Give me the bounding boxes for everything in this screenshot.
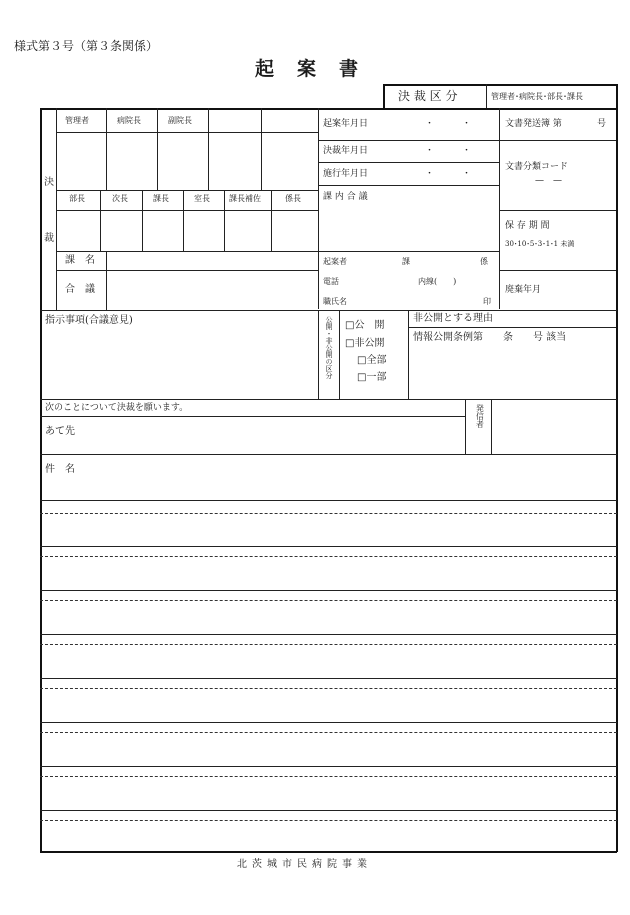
approval-cell-label: 課長 bbox=[153, 194, 169, 203]
writing-line-dashed bbox=[40, 513, 617, 514]
writing-line bbox=[40, 590, 617, 591]
approval-side-label-1: 決 bbox=[44, 177, 54, 188]
phone-label: 電話 bbox=[323, 277, 339, 286]
decision-date-label: 決裁年月日 bbox=[323, 146, 369, 156]
approval-cell-label: 副院長 bbox=[168, 116, 192, 125]
approval-cell-label: 管理者 bbox=[65, 116, 89, 125]
addressee-label: あて先 bbox=[45, 426, 75, 437]
request-text: 次のことについて決裁を願います。 bbox=[45, 403, 189, 413]
disclosure-partial: □一部 bbox=[357, 372, 387, 383]
drafter-subsection: 係 bbox=[480, 257, 488, 266]
writing-line-dashed bbox=[40, 644, 617, 645]
disclosure-nonpublic: □非公開 bbox=[345, 338, 385, 349]
writing-line bbox=[40, 634, 617, 635]
form-frame-top bbox=[40, 108, 617, 110]
consult-label: 合 議 bbox=[65, 284, 95, 295]
internal-consult-label: 課 内 合 議 bbox=[323, 192, 368, 202]
date-dot: ・ bbox=[425, 169, 435, 179]
date-dot: ・ bbox=[462, 119, 472, 129]
writing-line bbox=[40, 810, 617, 811]
writing-line-dashed bbox=[40, 820, 617, 821]
title-name-label: 職氏名 bbox=[323, 297, 347, 306]
disclosure-all: □全部 bbox=[357, 355, 387, 366]
disclosure-vertical-label: 公開・非公開の区分 bbox=[325, 316, 333, 379]
writing-line bbox=[40, 546, 617, 547]
enforce-date-label: 施行年月日 bbox=[323, 169, 369, 179]
approval-cell-label: 次長 bbox=[112, 194, 128, 203]
retention-label: 保 存 期 間 bbox=[505, 221, 550, 231]
seal-mark: 印 bbox=[483, 297, 491, 306]
writing-line bbox=[40, 678, 617, 679]
writing-line bbox=[40, 722, 617, 723]
writing-line-dashed bbox=[40, 732, 617, 733]
decision-class-value: 管理者･病院長･部長･課長 bbox=[491, 92, 583, 101]
dept-label: 課 名 bbox=[65, 255, 95, 266]
draft-date-label: 起案年月日 bbox=[323, 119, 369, 129]
writing-line bbox=[40, 500, 617, 501]
date-dot: ・ bbox=[462, 146, 472, 156]
class-code-dashes: — — bbox=[535, 176, 563, 186]
date-dot: ・ bbox=[425, 119, 435, 129]
form-number: 様式第３号（第３条関係） bbox=[14, 39, 159, 53]
decision-class-label: 決 裁 区 分 bbox=[398, 89, 458, 103]
send-register-label: 文書発送簿 第 bbox=[505, 119, 562, 129]
writing-line-dashed bbox=[40, 688, 617, 689]
approval-cell-label: 部長 bbox=[69, 194, 85, 203]
approval-cell-label: 課長補佐 bbox=[229, 194, 261, 203]
approval-cell-label: 係長 bbox=[285, 194, 301, 203]
date-dot: ・ bbox=[462, 169, 472, 179]
nondisclosure-reason-text: 情報公開条例第 条 号 該当 bbox=[413, 332, 567, 343]
footer-organization: 北茨城市民病院事業 bbox=[237, 859, 372, 870]
extension-label: 内線( ) bbox=[418, 277, 457, 286]
disclosure-public: □公 開 bbox=[345, 320, 385, 331]
form-frame-bottom bbox=[40, 851, 617, 853]
class-code-label: 文書分類コード bbox=[505, 162, 569, 172]
writing-line-dashed bbox=[40, 776, 617, 777]
form-frame-right bbox=[616, 108, 618, 852]
send-register-suffix: 号 bbox=[597, 119, 607, 129]
approval-side-label-2: 裁 bbox=[44, 233, 54, 244]
writing-line-dashed bbox=[40, 600, 617, 601]
approval-cell-label: 室長 bbox=[194, 194, 210, 203]
writing-line bbox=[40, 766, 617, 767]
page-title: 起 案 書 bbox=[255, 58, 361, 80]
instructions-label: 指示事項(合議意見) bbox=[45, 315, 133, 326]
drafter-label: 起案者 bbox=[323, 257, 347, 266]
sender-label: 発信者 bbox=[475, 404, 485, 428]
retention-values: 30･10･5･3･1･1 未満 bbox=[505, 240, 575, 248]
drafter-section: 課 bbox=[402, 257, 410, 266]
approval-cell-label: 病院長 bbox=[117, 116, 141, 125]
date-dot: ・ bbox=[425, 146, 435, 156]
subject-label: 件 名 bbox=[45, 464, 75, 475]
writing-line-dashed bbox=[40, 556, 617, 557]
form-frame-left bbox=[40, 108, 42, 852]
disposal-label: 廃棄年月 bbox=[505, 285, 542, 295]
nondisclosure-reason-label: 非公開とする理由 bbox=[413, 313, 493, 324]
